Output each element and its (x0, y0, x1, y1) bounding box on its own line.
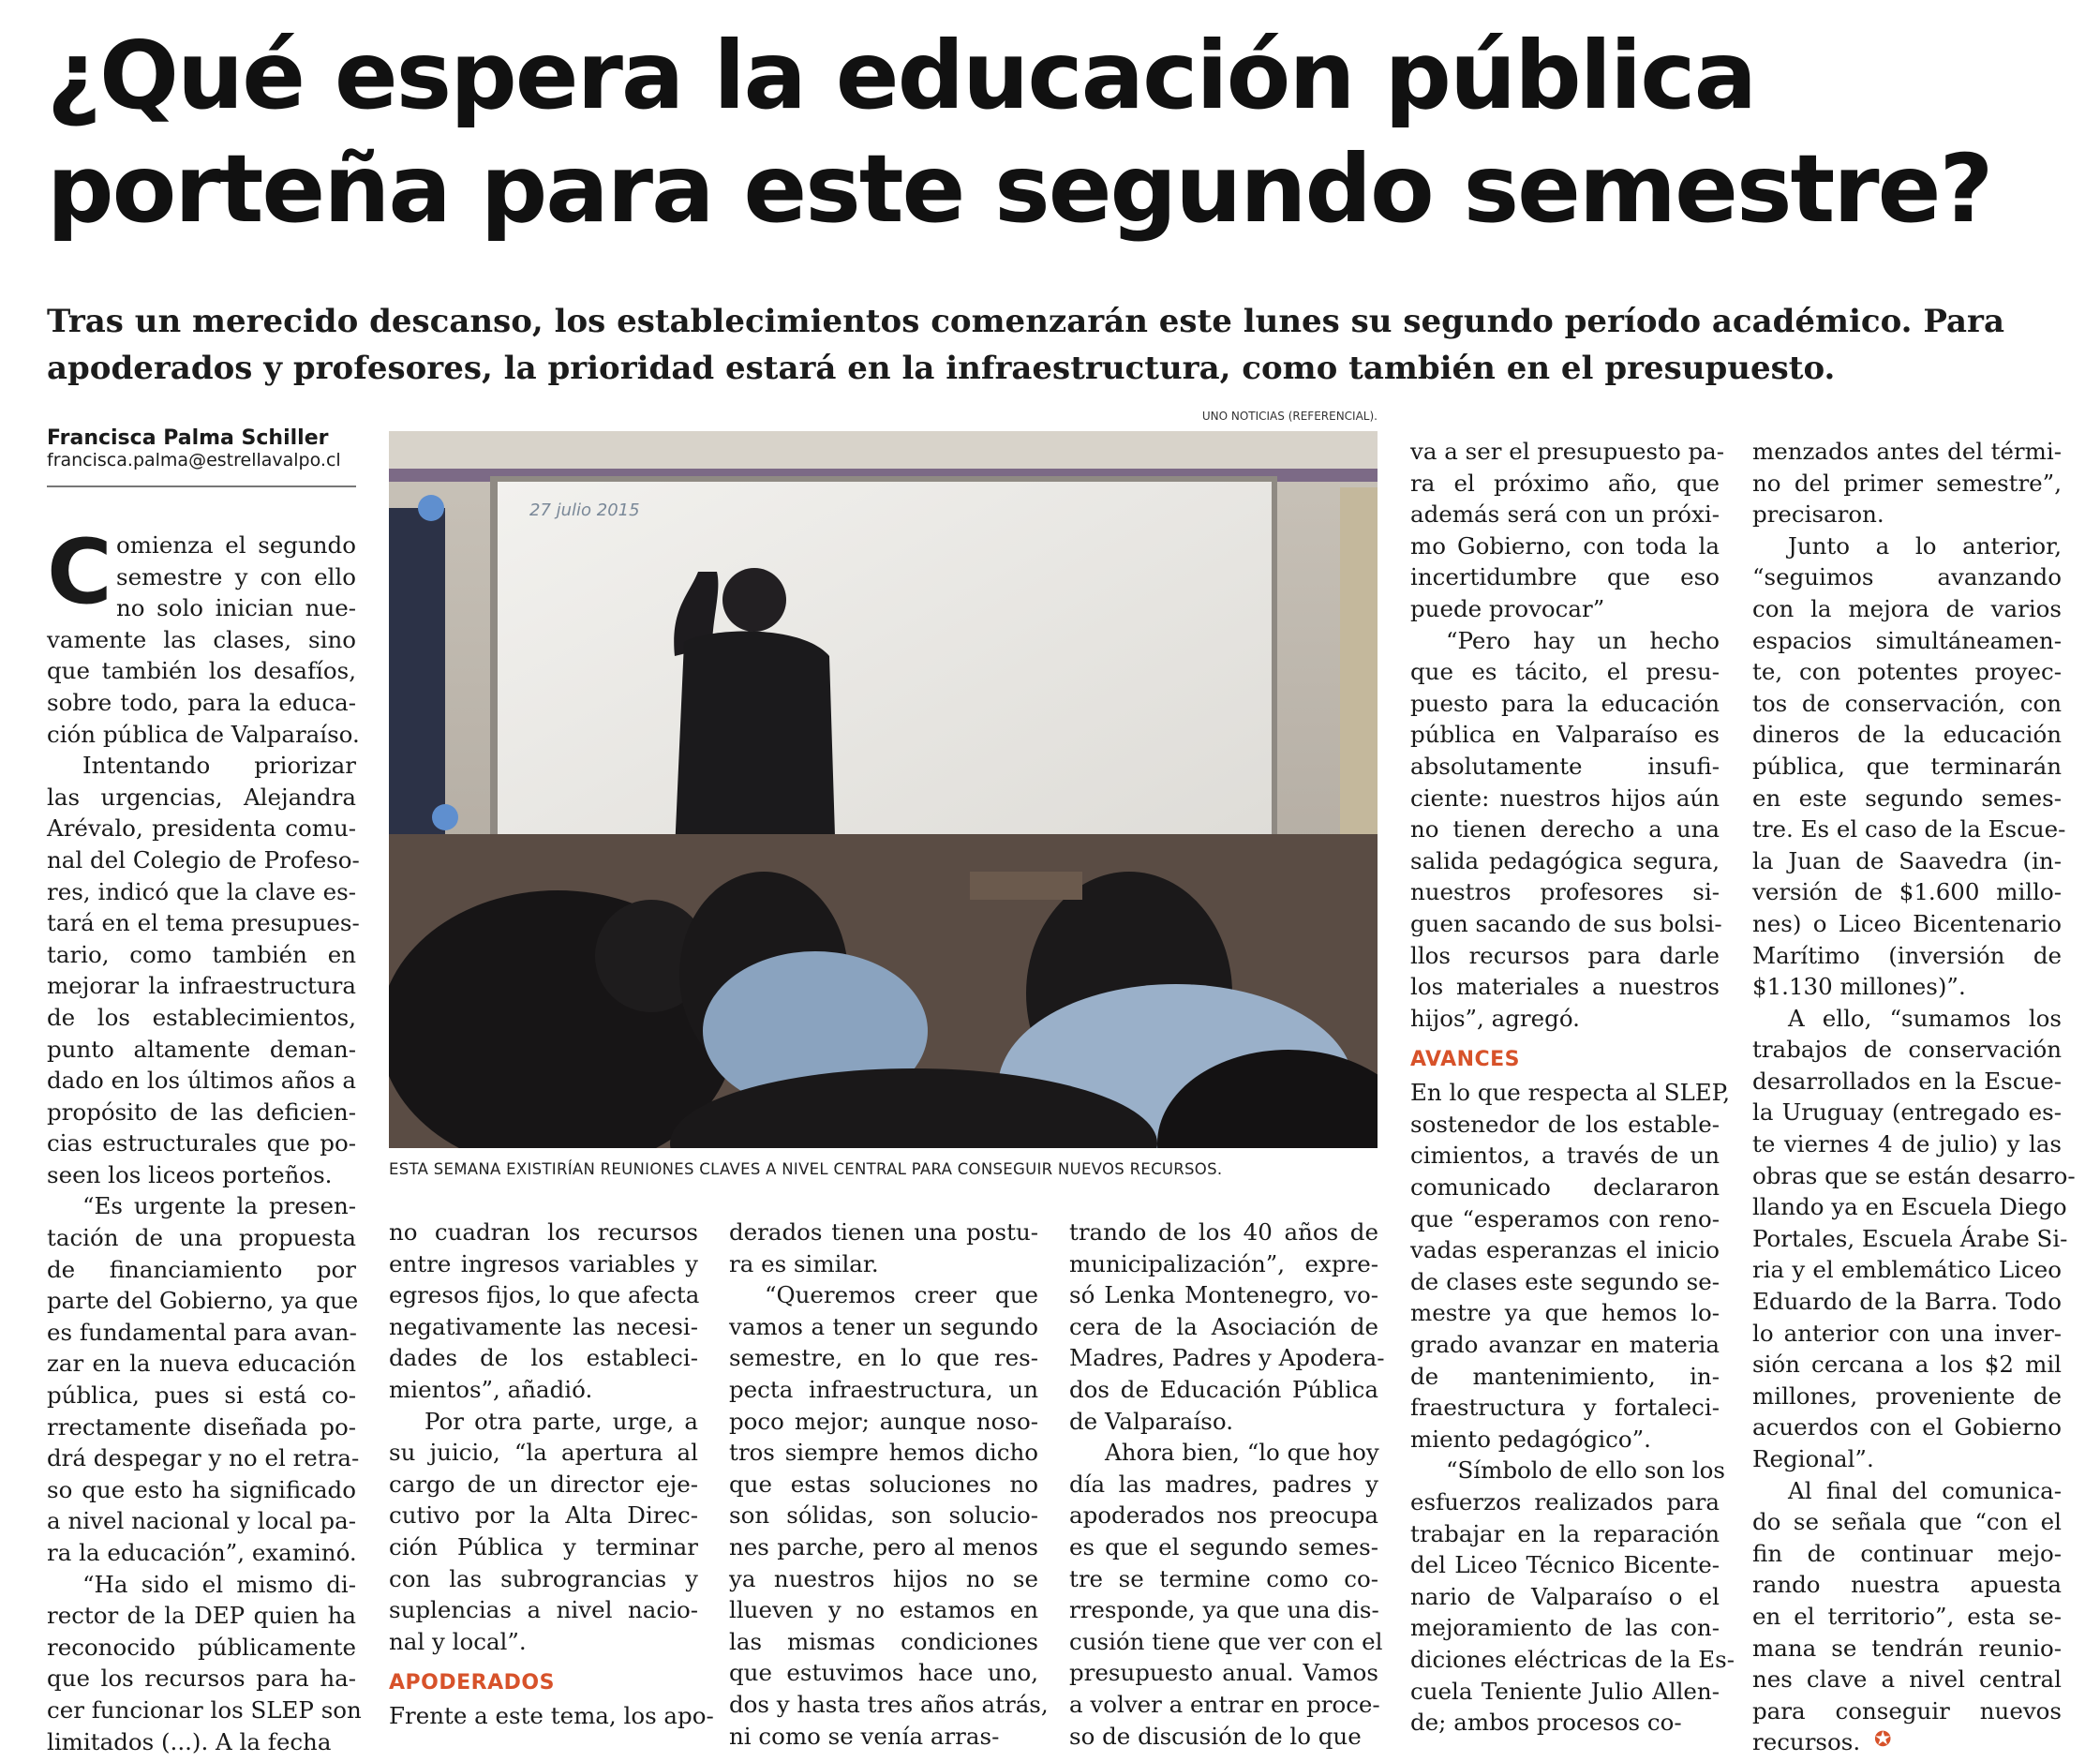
text-line: mientos”, añadió. (389, 1375, 593, 1403)
text-line: parte del Gobierno, ya que (47, 1287, 359, 1315)
text-line: en el territorio”, esta se- (1752, 1602, 2062, 1630)
text-line: “Pero hay un hecho (1446, 626, 1720, 654)
text-line: espacios simultáneamen- (1752, 626, 2062, 654)
text-line: para conseguir nuevos (1752, 1696, 2062, 1725)
text-line: su juicio, “la apertura al (389, 1439, 698, 1467)
text-line: ciente: nuestros hijos aún (1410, 784, 1720, 812)
text-line: pública, pues si está co- (47, 1381, 356, 1410)
text-line: reconocido públicamente (47, 1633, 356, 1661)
text-line: egresos fijos, lo que afecta (389, 1281, 700, 1309)
text-line: las urgencias, Alejandra (47, 783, 356, 811)
text-line: A ello, “sumamos los (1788, 1004, 2062, 1032)
text-line: guen sacando de sus bolsi- (1410, 909, 1722, 937)
text-line: de financiamiento por (47, 1255, 356, 1283)
text-line: a volver a entrar en proce- (1069, 1690, 1380, 1718)
text-line: trando de los 40 años de (1069, 1218, 1378, 1246)
text-line: te, con potentes proyec- (1752, 658, 2062, 686)
text-line: nes) o Liceo Bicentenario (1752, 909, 2062, 937)
text-line: cargo de un director eje- (389, 1470, 698, 1498)
text-line: mana se tendrán reunio- (1752, 1634, 2062, 1662)
photo-credit: UNO NOTICIAS (REFERENCIAL). (1201, 410, 1378, 423)
text-line: ria y el emblemático Liceo (1752, 1256, 2062, 1284)
text-line: te viernes 4 de julio) y las (1752, 1130, 2062, 1158)
text-line: ra es similar. (729, 1249, 879, 1277)
text-line: pública en Valparaíso es (1410, 721, 1720, 749)
text-line: do se señala que “con el (1752, 1508, 2062, 1536)
text-line: Intentando priorizar (82, 752, 356, 780)
text-line: no solo inician nue- (116, 594, 356, 622)
text-line: absolutamente insufi- (1410, 752, 1720, 780)
text-line: nario de Valparaíso o el (1410, 1582, 1720, 1610)
text-line: de clases este segundo se- (1410, 1267, 1720, 1295)
byline (47, 426, 356, 487)
text-line: nal del Colegio de Profeso- (47, 845, 360, 874)
text-line: Al final del comunica- (1788, 1476, 2062, 1504)
headline-line: porteña para este segundo semestre? (47, 134, 1992, 244)
deck-line: Tras un merecido descanso, los establecimientos comenzarán este lunes su segundo período académico. Para (47, 303, 2004, 340)
text-line: Junto a lo anterior, (1788, 531, 2062, 560)
text-line: propósito de las deficien- (47, 1098, 356, 1126)
text-line: día las madres, padres y (1069, 1470, 1378, 1498)
text-line: mo Gobierno, con toda la (1410, 531, 1720, 560)
text-line: Regional”. (1752, 1445, 1874, 1472)
text-line: vadas esperanzas el inicio (1410, 1236, 1720, 1264)
text-line: mejorar la infraestructura (47, 972, 356, 1000)
text-line: vamente las clases, sino (47, 625, 356, 653)
text-line: de los establecimientos, (47, 1003, 356, 1031)
text-line: ya nuestros hijos no se (729, 1564, 1038, 1592)
text-line: recursos. (1752, 1728, 1861, 1756)
text-line: incertidumbre que eso (1410, 563, 1720, 591)
text-line: nal y local”. (389, 1627, 527, 1655)
text-line: vamos a tener un segundo (729, 1312, 1038, 1340)
text-line: que también los desafíos, (47, 657, 356, 685)
text-line: cimientos, a través de un (1410, 1142, 1720, 1170)
text-line: “Ha sido el mismo di- (82, 1570, 356, 1598)
text-line: tos de conservación, con (1752, 689, 2062, 717)
text-line: so que esto ha significado (47, 1475, 356, 1503)
text-line: versión de $1.600 millo- (1752, 878, 2062, 906)
text-line: dos de Educación Pública (1069, 1375, 1378, 1403)
text-line: punto altamente deman- (47, 1035, 356, 1063)
text-line: nes parche, pero al menos (729, 1532, 1038, 1560)
text-line: só Lenka Montenegro, vo- (1069, 1281, 1378, 1309)
text-line: Marítimo (inversión de (1752, 941, 2062, 969)
text-line: ni como se venía arras- (729, 1722, 1000, 1750)
text-line: $1.130 millones)”. (1752, 973, 1966, 1001)
text-line: trabajos de conservación (1752, 1036, 2062, 1064)
text-line: que es tácito, el presu- (1410, 658, 1720, 686)
text-line: la Juan de Saavedra (in- (1752, 846, 2062, 874)
text-line: esfuerzos realizados para (1410, 1488, 1720, 1516)
text-line: drá despegar y no el retra- (47, 1444, 360, 1472)
text-line: rector de la DEP quien ha (47, 1602, 356, 1630)
headline (47, 19, 2071, 246)
text-line: de mantenimiento, in- (1410, 1362, 1720, 1390)
text-line: que estuvimos hace uno, (729, 1659, 1038, 1687)
section-heading: AVANCES (1410, 1048, 1521, 1072)
text-line: tre. Es el caso de la Escue- (1752, 815, 2066, 844)
section-heading: APODERADOS (389, 1671, 555, 1695)
text-line: omienza el segundo (116, 531, 356, 559)
text-line: apoderados nos preocupa (1069, 1501, 1378, 1530)
text-line: fraestructura y fortaleci- (1410, 1394, 1720, 1422)
text-line: la Uruguay (entregado es- (1752, 1098, 2062, 1127)
text-line: dineros de la educación (1752, 721, 2062, 749)
text-line: del Liceo Técnico Bicente- (1410, 1551, 1720, 1579)
text-line: cutivo por la Alta Direc- (389, 1501, 698, 1530)
text-line: salida pedagógica segura, (1410, 846, 1720, 874)
article-column-2 (389, 1217, 714, 1732)
text-line: obras que se están desarro- (1752, 1161, 2076, 1189)
text-line: nes clave a nivel central (1752, 1665, 2062, 1694)
text-line: Por otra parte, urge, a (424, 1407, 698, 1435)
text-line: derados tienen una postu- (729, 1218, 1038, 1246)
text-line: llueven y no estamos en (729, 1596, 1038, 1624)
text-line: millones, proveniente de (1752, 1381, 2062, 1410)
end-mark-icon: ✪ (1874, 1728, 1892, 1753)
text-line: cer funcionar los SLEP son (47, 1695, 362, 1724)
text-line: “Queremos creer que (765, 1281, 1038, 1309)
text-line: res, indicó que la clave es- (47, 877, 356, 905)
text-line: mejoramiento de las con- (1410, 1614, 1720, 1642)
text-line: trabajar en la reparación (1410, 1519, 1720, 1547)
text-line: que los recursos para ha- (47, 1665, 356, 1693)
text-line: grado avanzar en materia (1410, 1331, 1720, 1359)
text-line: entre ingresos variables y (389, 1249, 698, 1277)
text-line: que estas soluciones no (729, 1470, 1038, 1498)
text-line: “Símbolo de ello son los (1446, 1456, 1725, 1485)
headline-line: ¿Qué espera la educación pública (47, 21, 1756, 130)
text-line: fin de continuar mejo- (1752, 1539, 2062, 1567)
text-line: es fundamental para avan- (47, 1318, 357, 1346)
text-line: no tienen derecho a una (1410, 815, 1720, 844)
text-line: Madres, Padres y Apodera- (1069, 1344, 1385, 1372)
text-line: dado en los últimos años a (47, 1067, 356, 1095)
text-line: tario, como también en (47, 940, 356, 968)
text-line: Eduardo de la Barra. Todo (1752, 1288, 2062, 1316)
text-line: acuerdos con el Gobierno (1752, 1413, 2062, 1441)
text-line: no cuadran los recursos (389, 1218, 698, 1246)
text-line: tre se termine como co- (1069, 1564, 1378, 1592)
text-line: Arévalo, presidenta comu- (47, 814, 356, 843)
text-line: Ahora bien, “lo que hoy (1105, 1439, 1379, 1467)
text-line: con las subrograncias y (389, 1564, 698, 1592)
text-line: pública, que terminarán (1752, 752, 2062, 780)
text-line: cuela Teniente Julio Allen- (1410, 1677, 1720, 1705)
text-line: negativamente las necesi- (389, 1312, 698, 1340)
text-line: llos recursos para darle (1410, 941, 1720, 969)
text-line: municipalización”, expre- (1069, 1249, 1378, 1277)
text-line: Frente a este tema, los apo- (389, 1702, 714, 1730)
text-line: es que el segundo semes- (1069, 1532, 1378, 1560)
text-line: miento pedagógico”. (1410, 1425, 1651, 1453)
text-line: precisaron. (1752, 500, 1884, 529)
text-line: además será con un próxi- (1410, 500, 1720, 529)
text-line: ra el próximo año, que (1410, 469, 1720, 497)
text-line: que “esperamos con reno- (1410, 1204, 1720, 1232)
text-line: sobre todo, para la educa- (47, 688, 356, 716)
text-line: ción Pública y terminar (389, 1532, 698, 1560)
text-line: Portales, Escuela Árabe Si- (1752, 1224, 2068, 1252)
author-email: francisca.palma@estrellavalpo.cl (47, 450, 341, 470)
text-line: menzados antes del térmi- (1752, 438, 2062, 465)
photo-caption: ESTA SEMANA EXISTIRÍAN REUNIONES CLAVES A NIVEL CENTRAL PARA CONSEGUIR NUEVOS RECURSOS. (389, 1160, 1223, 1178)
article-column-6 (1752, 436, 2076, 1758)
text-line: desarrollados en la Escue- (1752, 1067, 2062, 1095)
text-line: puede provocar” (1410, 594, 1605, 622)
text-line: ción pública de Valparaíso. (47, 720, 360, 748)
classroom-photo (389, 431, 1378, 1148)
text-line: seen los liceos porteños. (47, 1160, 333, 1188)
text-line: dos y hasta tres años atrás, (729, 1690, 1049, 1718)
text-line: son sólidas, son solucio- (729, 1501, 1038, 1530)
text-line: rando nuestra apuesta (1752, 1571, 2062, 1599)
dropcap: C (47, 521, 112, 624)
text-line: sostenedor de los estable- (1410, 1110, 1720, 1138)
text-line: tación de una propuesta (47, 1224, 356, 1252)
text-line: nuestros profesores si- (1410, 878, 1720, 906)
text-line: zar en la nueva educación (47, 1350, 356, 1378)
board-writing: 27 julio 2015 (529, 500, 640, 520)
text-line: En lo que respecta al SLEP, (1410, 1079, 1730, 1107)
author-name: Francisca Palma Schiller (47, 426, 329, 450)
text-line: tros siempre hemos dicho (729, 1439, 1038, 1467)
article-column-3 (729, 1217, 1049, 1752)
text-line: “Es urgente la presen- (82, 1192, 356, 1220)
text-line: las mismas condiciones (729, 1627, 1038, 1655)
text-line: diciones eléctricas de la Es- (1410, 1645, 1735, 1673)
deck-subtitle (47, 298, 2071, 392)
text-line: sión cercana a los $2 mil (1752, 1351, 2062, 1379)
text-line: llando ya en Escuela Diego (1752, 1193, 2067, 1221)
text-line: cusión tiene que ver con el (1069, 1627, 1383, 1655)
text-line: de; ambos procesos co- (1410, 1709, 1682, 1737)
text-line: lo anterior con una inver- (1752, 1319, 2062, 1347)
text-line: no del primer semestre”, (1752, 469, 2062, 497)
text-line: en este segundo semes- (1752, 784, 2062, 812)
text-line: ra la educación”, examinó. (47, 1539, 357, 1566)
text-line: poco mejor; aunque noso- (729, 1407, 1038, 1435)
text-line: puesto para la educación (1410, 689, 1720, 717)
text-line: a nivel nacional y local pa- (47, 1507, 356, 1535)
article-column-4 (1069, 1217, 1385, 1752)
text-line: semestre, en lo que res- (729, 1344, 1038, 1372)
text-line: los materiales a nuestros (1410, 973, 1720, 1001)
text-line: rrectamente diseñada po- (47, 1412, 356, 1441)
text-line: mestre ya que hemos lo- (1410, 1299, 1720, 1327)
text-line: comunicado declararon (1410, 1173, 1720, 1202)
text-line: dades de los estableci- (389, 1344, 698, 1372)
text-line: cias estructurales que po- (47, 1129, 356, 1157)
text-line: semestre y con ello (116, 562, 356, 590)
text-line: “seguimos avanzando (1752, 563, 2062, 591)
text-line: limitados (...). A la fecha (47, 1727, 332, 1755)
text-line: va a ser el presupuesto pa- (1410, 438, 1725, 465)
text-line: hijos”, agregó. (1410, 1004, 1580, 1032)
text-line: con la mejora de varios (1752, 594, 2062, 622)
deck-line: apoderados y profesores, la prioridad estará en la infraestructura, como también en el presupuesto. (47, 350, 1836, 387)
text-line: de Valparaíso. (1069, 1407, 1233, 1435)
text-line: rresponde, ya que una dis- (1069, 1596, 1379, 1624)
article-column-5 (1410, 436, 1735, 1739)
text-line: cera de la Asociación de (1069, 1312, 1378, 1340)
text-line: presupuesto anual. Vamos (1069, 1659, 1378, 1687)
article-column-1 (47, 521, 362, 1757)
text-line: so de discusión de lo que (1069, 1722, 1362, 1750)
text-line: pecta infraestructura, un (729, 1375, 1038, 1403)
text-line: tará en el tema presupues- (47, 909, 360, 937)
text-line: suplencias a nivel nacio- (389, 1596, 698, 1624)
